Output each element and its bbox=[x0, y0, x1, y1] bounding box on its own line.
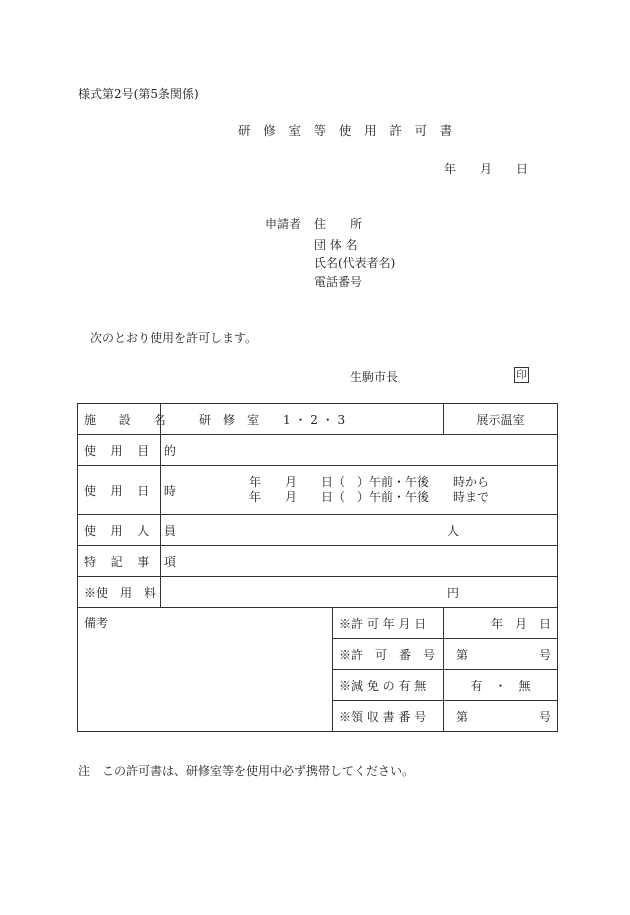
receipt-prefix: 第 bbox=[456, 709, 469, 724]
purpose-label: 使 用 目 的 bbox=[78, 435, 161, 466]
datetime-row bbox=[78, 466, 558, 515]
mayor-title: 生駒市長 bbox=[350, 370, 399, 384]
receipt-label: ※領 収 書 番 号 bbox=[333, 701, 444, 732]
receipt-value[interactable] bbox=[444, 701, 558, 732]
exemption-value[interactable]: 有 ・ 無 bbox=[444, 670, 558, 701]
seal-box: 印 bbox=[514, 367, 529, 383]
permit-number-suffix: 号 bbox=[539, 647, 552, 662]
applicant-phone-label: 電話番号 bbox=[314, 275, 363, 289]
permit-date-row bbox=[78, 608, 558, 639]
applicant-group-label: 団 体 名 bbox=[314, 238, 358, 252]
fee-value[interactable] bbox=[161, 577, 558, 608]
permit-table bbox=[77, 403, 558, 732]
fee-row bbox=[78, 577, 558, 608]
special-row bbox=[78, 546, 558, 577]
facility-label: 施 設 名 bbox=[78, 404, 161, 435]
datetime-to: 年 月 日（ ）午前・午後 時まで bbox=[249, 490, 490, 504]
permission-statement: 次のとおり使用を許可します。 bbox=[90, 331, 258, 345]
purpose-value[interactable] bbox=[161, 435, 558, 466]
footnote: 注 この許可書は、研修室等を使用中必ず携帯してください。 bbox=[78, 764, 415, 778]
remarks-cell[interactable] bbox=[78, 608, 333, 732]
receipt-suffix: 号 bbox=[539, 709, 552, 724]
persons-row bbox=[78, 515, 558, 546]
fee-unit: 円 bbox=[447, 585, 460, 600]
permit-date-label: ※許 可 年 月 日 bbox=[333, 608, 444, 639]
applicant-label: 申請者 bbox=[265, 217, 302, 231]
special-label: 特 記 事 項 bbox=[78, 546, 161, 577]
datetime-from: 年 月 日（ ）午前・午後 時から bbox=[249, 475, 490, 489]
applicant-name-label: 氏名(代表者名) bbox=[314, 256, 396, 270]
permit-number-value[interactable] bbox=[444, 639, 558, 670]
facility-row bbox=[78, 404, 558, 435]
document-title: 研 修 室 等 使 用 許 可 書 bbox=[238, 123, 457, 138]
datetime-label: 使 用 日 時 bbox=[78, 466, 161, 515]
applicant-address-label: 住 所 bbox=[314, 217, 363, 231]
permit-number-label: ※許 可 番 号 bbox=[333, 639, 444, 670]
remarks-label: 備考 bbox=[84, 616, 109, 630]
issue-date-line: 年 月 日 bbox=[444, 162, 529, 176]
fee-label: ※使 用 料 bbox=[78, 577, 161, 608]
persons-unit: 人 bbox=[447, 523, 460, 538]
exhibition-room-cell: 展示温室 bbox=[444, 404, 558, 435]
permit-date-value[interactable]: 年 月 日 bbox=[444, 608, 558, 639]
exemption-label: ※減 免 の 有 無 bbox=[333, 670, 444, 701]
datetime-value[interactable] bbox=[161, 466, 558, 515]
special-value[interactable] bbox=[161, 546, 558, 577]
persons-label: 使 用 人 員 bbox=[78, 515, 161, 546]
permit-number-prefix: 第 bbox=[456, 647, 469, 662]
purpose-row bbox=[78, 435, 558, 466]
form-number: 様式第2号(第5条関係) bbox=[78, 87, 199, 101]
persons-value[interactable] bbox=[161, 515, 558, 546]
facility-value: 研 修 室 1 ・ 2 ・ 3 bbox=[161, 404, 444, 435]
